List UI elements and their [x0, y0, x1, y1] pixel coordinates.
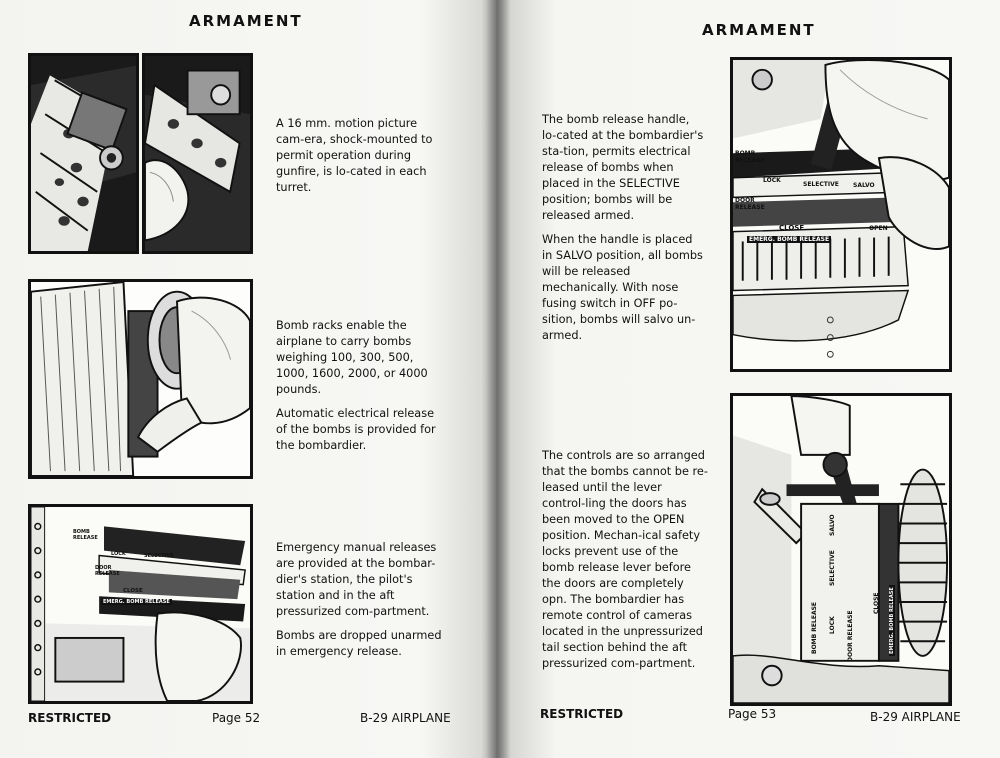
illus-label-lower-close: CLOSE	[873, 592, 880, 614]
bomb-release-handle-illustration	[730, 57, 952, 372]
caption-bomb-racks-p2: Automatic electrical release of the bombs is provided for the bombardier.	[276, 407, 436, 452]
illus-label-close-right: CLOSE	[779, 224, 805, 232]
right-page-heading: ARMAMENT	[702, 21, 816, 39]
illus-label-lower-door-release: DOOR RELEASE	[847, 610, 854, 662]
illus-label-emerg-right: EMERG. BOMB RELEASE	[749, 236, 830, 243]
illus-label-door-release-right: DOOR RELEASE	[735, 197, 765, 211]
camera-illustration-left	[28, 53, 139, 254]
right-page	[496, 0, 1000, 758]
caption-bomb-racks-p1: Bomb racks enable the airplane to carry bombs weighing 100, 300, 500, 1000, 1600, 2000, or 4000 pounds.	[276, 319, 428, 396]
caption-emergency-p1: Emergency manual releases are provided at the bombar-dier's station, the pilot's station and in the aft pressurized com-partment.	[276, 541, 437, 618]
illus-label-lower-selective: SELECTIVE	[829, 550, 836, 586]
illus-label-bomb: BOMB	[735, 150, 756, 157]
illus-label-selective-right: SELECTIVE	[803, 181, 839, 188]
illus-label-close: CLOSE	[123, 588, 143, 594]
caption-release-handle-p2: When the handle is placed in SALVO position, all bombs will be released mechanically. With nose fusing switch in OFF po-sition, bombs will salvo un-armed.	[542, 233, 703, 342]
caption-controls-p1: The controls are so arranged that the bombs cannot be re-leased until the lever control-ling the doors has been moved to the OPEN position. Mechan-ical safety locks prevent use of the bomb release lever before the doors are completely opn. The bombardier has remote control of cameras located in the unpressurized tail section behind the aft pressurized com-partment.	[542, 449, 708, 670]
illus-label-lower-emerg: EMERG. BOMB RELEASE	[889, 587, 895, 654]
left-footer-title: B-29 AIRPLANE	[360, 711, 451, 725]
caption-emergency-p2: Bombs are dropped unarmed in emergency release.	[276, 629, 442, 658]
emergency-release-illustration	[28, 504, 253, 704]
illus-label-lower-bomb-release: BOMB RELEASE	[811, 601, 818, 654]
caption-release-handle-p1: The bomb release handle, lo-cated at the bombardier's sta-tion, permits electrical release of bombs when placed in the SELECTIVE position; bombs will be released armed.	[542, 113, 704, 222]
left-footer-page-number: Page 52	[212, 711, 261, 725]
left-footer-restricted: RESTRICTED	[28, 711, 112, 725]
left-page-heading: ARMAMENT	[189, 12, 303, 30]
caption-camera-p1: A 16 mm. motion picture cam-era, shock-mounted to permit operation during gunfire, is lo-cated in each turret.	[276, 117, 433, 194]
illus-label-lower-salvo: SALVO	[829, 514, 836, 536]
illus-label-selective: SELECTIVE	[144, 553, 174, 559]
illus-label-open: OPEN	[869, 225, 888, 232]
bomb-rack-illustration	[28, 279, 253, 479]
illus-label-release: RELEASE	[735, 157, 765, 164]
caption-emergency	[276, 540, 448, 668]
illus-label-bomb-release: BOMB RELEASE	[73, 529, 98, 541]
right-footer-title: B-29 AIRPLANE	[870, 710, 961, 724]
caption-controls	[542, 448, 708, 680]
caption-bomb-racks	[276, 318, 448, 462]
camera-gloved-illustration	[142, 53, 253, 254]
caption-camera	[276, 116, 448, 204]
left-page	[0, 0, 496, 758]
illus-label-lower-lock: LOCK	[829, 616, 836, 634]
illus-label-salvo: SALVO	[853, 182, 875, 189]
caption-release-handle	[542, 112, 706, 352]
illus-label-door-release: DOOR RELEASE	[95, 565, 120, 577]
bomb-release-lever-illustration	[730, 393, 952, 706]
right-footer-page-number: Page 53	[728, 707, 777, 721]
right-footer-restricted: RESTRICTED	[540, 707, 624, 721]
illus-label-lock-right: LOCK	[763, 177, 781, 184]
book-spine-shadow	[486, 0, 510, 758]
illus-label-lock: LOCK	[111, 551, 126, 557]
illus-label-emerg: EMERG. BOMB RELEASE	[103, 599, 170, 605]
